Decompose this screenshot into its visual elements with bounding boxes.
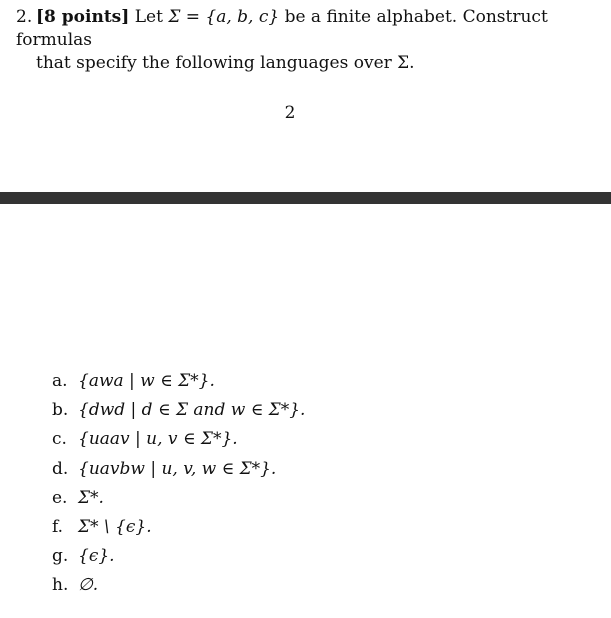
language-list [52,367,305,601]
item-expression: {uaav | u, v ∈ Σ*}. [78,429,238,450]
item-label: h. [52,575,69,596]
item-label: d. [52,458,69,479]
page-divider [0,192,611,204]
problem-line-1 [16,6,601,52]
problem-statement [16,6,601,75]
problem-line-2: that specify the following languages over Σ. [36,53,415,73]
points-label: [8 points] [36,7,130,27]
list-item-g [52,542,305,571]
item-label: c. [52,429,67,450]
page-top-section [0,0,611,192]
problem-number: 2. [16,7,33,27]
item-label: f. [52,516,64,537]
list-item-d [52,455,305,484]
item-label: a. [52,371,68,391]
page-number: 2 [284,103,296,123]
item-expression: {awa | w ∈ Σ*}. [78,371,215,391]
alphabet-definition: Σ = {a, b, c} [168,7,280,27]
item-label: e. [52,487,68,508]
intro-prefix: Let [134,7,169,27]
list-item-c [52,425,305,454]
item-expression: Σ*. [78,487,104,508]
item-expression: Σ* \ {ϵ}. [78,516,152,537]
item-label: b. [52,400,69,421]
item-label: g. [52,546,69,567]
list-item-f [52,513,305,542]
list-item-h [52,571,305,600]
item-expression: {uavbw | u, v, w ∈ Σ*}. [78,458,277,479]
list-item-e [52,484,305,513]
list-item-b [52,396,305,425]
item-expression: {dwd | d ∈ Σ and w ∈ Σ*}. [78,400,306,421]
list-item-a [52,367,305,396]
intro-suffix: be a finite alphabet. Construct formulas [16,7,548,50]
item-expression: {ϵ}. [78,546,115,567]
item-expression: ∅. [78,575,99,596]
